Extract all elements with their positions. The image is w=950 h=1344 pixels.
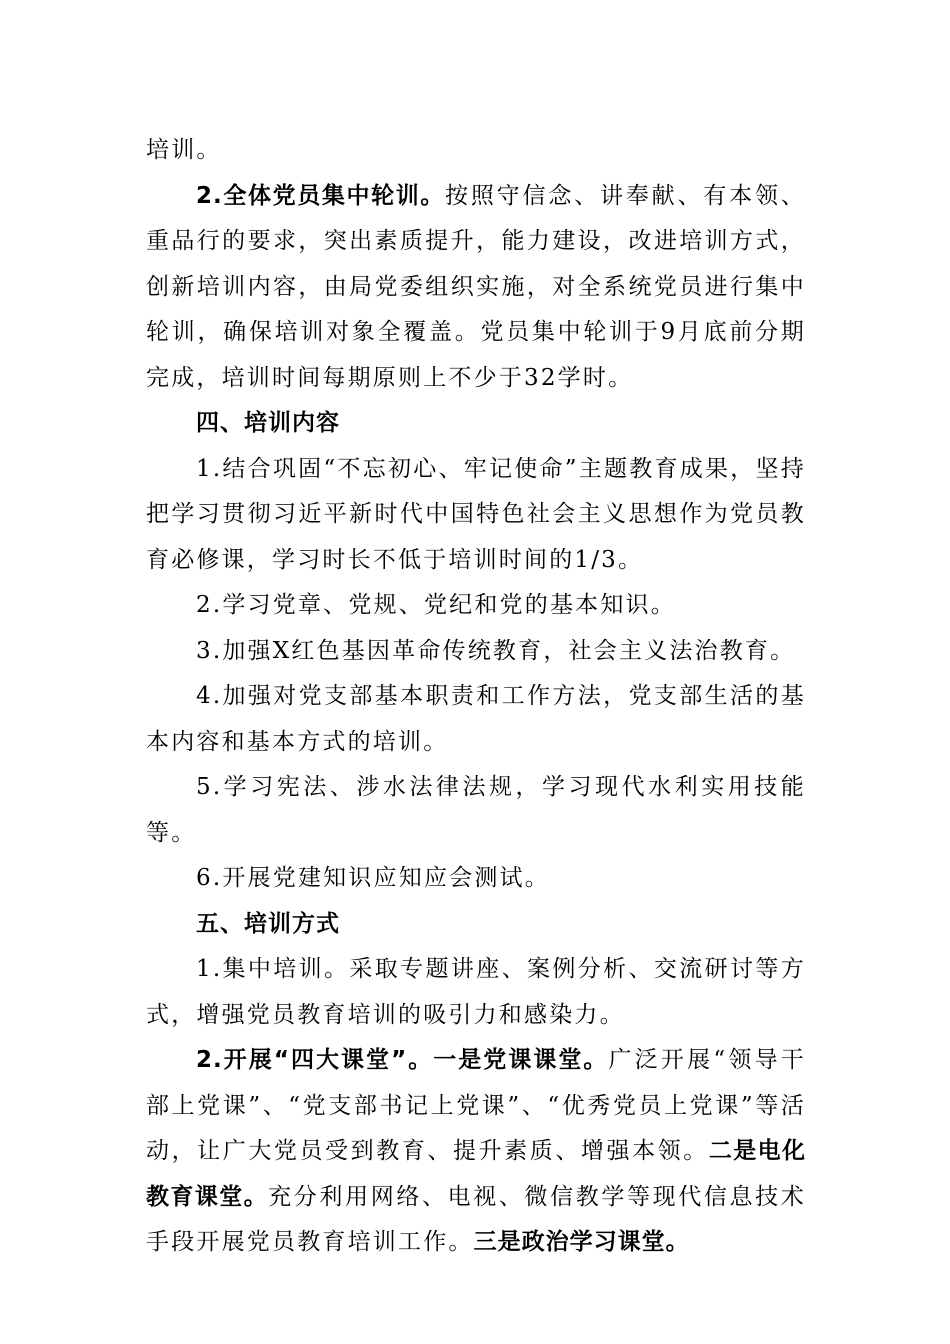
classroom-electronic-text: 充分利用网络、电视、微信教学等现代信息技术手段开展党员教育培训工作。 [146,1183,807,1255]
classroom-party-text: 广泛开展“领导干部上党课”、“党支部书记上党课”、“优秀党员上党课”等活动，让广大党员受到教育、提升素质、增强本领。 [146,1047,807,1164]
section-heading-method: 五、培训方式 [196,910,340,937]
paragraph-collective-training [146,174,806,402]
content-item-5: 5.学习宪法、涉水法律法规，学习现代水利实用技能等。 [146,774,806,846]
classroom-political: 三是政治学习课堂。 [473,1229,690,1255]
document-page [146,128,806,1266]
content-item-6: 6.开展党建知识应知应会测试。 [196,865,550,891]
classroom-electronic: 二是电化教育课堂。 [146,1138,806,1210]
content-item-4: 4.加强对党支部基本职责和工作方法，党支部生活的基本内容和基本方式的培训。 [146,683,806,755]
content-item-3: 3.加强X红色基因革命传统教育，社会主义法治教育。 [196,637,796,664]
paragraph-continuation: 培训。 [146,137,222,163]
method-item-1: 1.集中培训。采取专题讲座、案例分析、交流研讨等方式，增强党员教育培训的吸引力和感染力。 [146,956,806,1028]
method-item-2 [146,1038,806,1266]
content-item-1: 1.结合巩固“不忘初心、牢记使命”主题教育成果，坚持把学习贯彻习近平新时代中国特色社会主义思想作为党员教育必修课，学习时长不低于培训时间的1/3。 [146,455,806,573]
content-item-2: 2.学习党章、党规、党纪和党的基本知识。 [196,592,676,618]
method-lead: 2.开展“四大课堂”。 [196,1047,434,1073]
paragraph-lead: 2.全体党员集中轮训。 [196,182,446,209]
classroom-party: 一是党课课堂。 [433,1047,609,1073]
paragraph-text: 按照守信念、讲奉献、有本领、重品行的要求，突出素质提升，能力建设，改进培训方式，创新培训内容，由局党委组织实施，对全系统党员进行集中轮训，确保培训对象全覆盖。党员集中轮训于9月底前分期完成，培训时间每期原则上不少于32学时。 [146,182,806,391]
section-heading-content: 四、培训内容 [196,410,340,436]
